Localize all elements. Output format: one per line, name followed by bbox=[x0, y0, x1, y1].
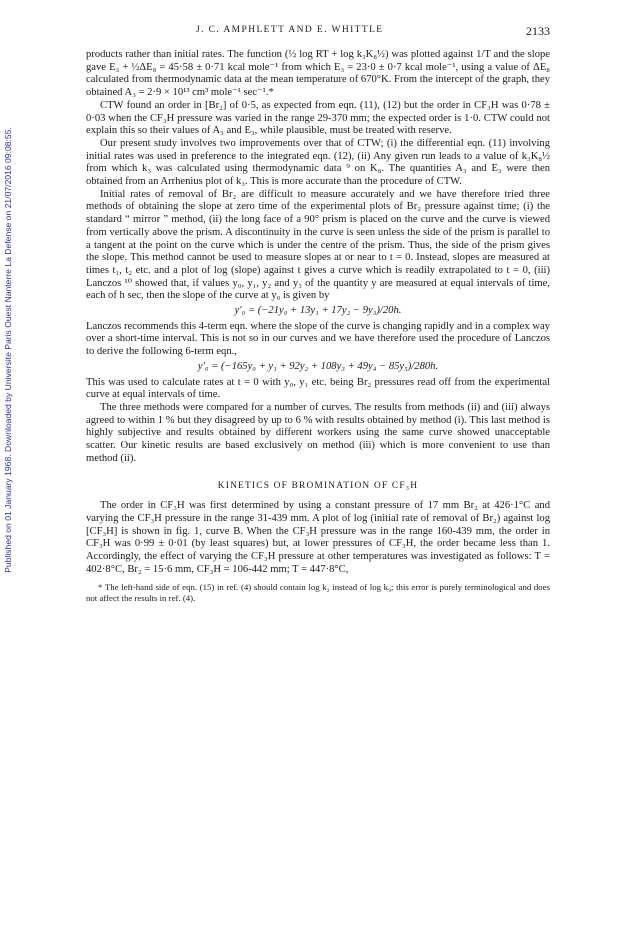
equation-four-term: y′₀ = (−21y₀ + 13y₁ + 17y₂ − 9y₃)/20h. bbox=[234, 305, 402, 317]
section-heading: KINETICS OF BROMINATION OF CF₃H bbox=[217, 480, 419, 491]
paragraph-order: The order in CF₃H was first determined by using a constant pressure of 17 mm Br₂ at 426·1°C and varying the CF₃H pressure in the range 31-439 mm. A plot of log (initial rate of removal of Br₂) against log [CF₃H] is shown in fig. 1, curve B. When the CF₃H pressure was in the range 160-439 mm, the order in CF₃H was 0·99 ± 0·01 (by least squares) but, at lower pressures of CF₃H, the order became less than 1. Accordingly, the effect of varying the CF₃H pressure at other temperatures was investigated as follows: T = 402·8°C, Br₂ = 15·6 mm, CF₃H = 106-442 mm; T = 447·8°C, bbox=[86, 500, 550, 575]
equation-six-term: y′₀ = (−165y₀ + y₁ + 92y₂ + 108y₃ + 49y₄ − 85y₅)/280h. bbox=[197, 360, 439, 372]
paragraph-methods: Initial rates of removal of Br₂ are difficult to measure accurately and we have therefore tried three methods of obtaining the slope at zero time of the experimental plots of Br₂ pressure against time; (i) the standard “ mirror ” method, (ii) the long face of a 90° prism is placed on the curve and the curve is viewed from vertically above the prism. A discontinuity in the curve is seen unless the side of the prism is parallel to a tangent at the point on the curve which is under the centre of the prism. Thus, the side of the prism gives the slope. This method cannot be used to measure slopes at or near to t = 0. Instead, slopes are measured at times t₁, t₂ etc. and a plot of log (slope) against t gives a curve which is readily extrapolated to t = 0, (iii) Lanczos ¹⁰ showed that, if values y₀, y₁, y₂ and y₃ of the quantity y are measured at equal intervals of time, each of h sec, then the slope of the curve at y₀ is given by bbox=[86, 188, 550, 302]
paragraph-comparison: The three methods were compared for a number of curves. The results from methods (ii) and (iii) always agreed to within 1 % but they disagreed by up to 6 % with results obtained by method (i). This last method is highly subjective and results obtained by different workers using the same curve showed unacceptable scatter. Our kinetic results are based exclusively on method (iii) which is more convenient to use than method (ii). bbox=[86, 401, 550, 464]
article-body bbox=[86, 49, 550, 604]
page-header bbox=[86, 25, 550, 41]
paragraph-rates: This was used to calculate rates at t = 0 with y₀, y₁ etc. being Br₂ pressures read off from the experimental curve at equal intervals of time. bbox=[86, 376, 550, 401]
page-number: 2133 bbox=[526, 24, 550, 38]
paragraph-ctw-order: CTW found an order in [Br₂] of 0·5, as expected from eqn. (11), (12) but the order in CF₃H was 0·78 ± 0·03 when the CF₃H pressure was varied in the range 29-370 mm; the expected order is 1·0. CTW could not explain this so their values of A₃ and E₃, while plausible, must be treated with reserve. bbox=[86, 99, 550, 137]
paragraph-continuation: products rather than initial rates. The function (½ log RT + log k₃K₈½) was plotted against 1/T and the slope gave E₃ + ½ΔE₈ = 45·58 ± 0·71 kcal mole⁻¹ from which E₃ = 23·0 ± 0·7 kcal mole⁻¹, using a value of ΔE₈ calculated from thermodynamic data at the mean temperature of 670°K. From the intercept of the graph, they obtained A₃ = 2·9 × 10¹³ cm³ mole⁻¹ sec⁻¹.* bbox=[86, 49, 550, 99]
download-notice-text: Published on 01 January 1968. Downloaded by Universite Paris Ouest Nanterre La Defense on 21/07/2016 09:08:55. bbox=[3, 127, 13, 573]
running-head: J. C. AMPHLETT AND E. WHITTLE bbox=[196, 25, 384, 35]
paragraph-improvements: Our present study involves two improvements over that of CTW; (i) the differential eqn. (11) involving initial rates was used in preference to the integrated eqn. (12), (ii) Any given run leads to a value of k₃K₈½ from which k₃ was calculated using thermodynamic data ⁹ on K₈. The quantities A₃ and E₃ were then obtained from an Arrhenius plot of k₃. This is more accurate than the procedure of CTW. bbox=[86, 137, 550, 188]
download-notice bbox=[0, 100, 16, 600]
footnote: * The left-hand side of eqn. (15) in ref. (4) should contain log k₂ instead of log k₉; this error is purely terminological and does not affect the results in ref. (4). bbox=[86, 582, 550, 604]
paragraph-lanczos: Lanczos recommends this 4-term eqn. where the slope of the curve is changing rapidly and in a complex way over a short-time interval. This is not so in our curves and we have therefore used the procedure of Lanczos to derive the following 6-term eqn., bbox=[86, 320, 550, 358]
